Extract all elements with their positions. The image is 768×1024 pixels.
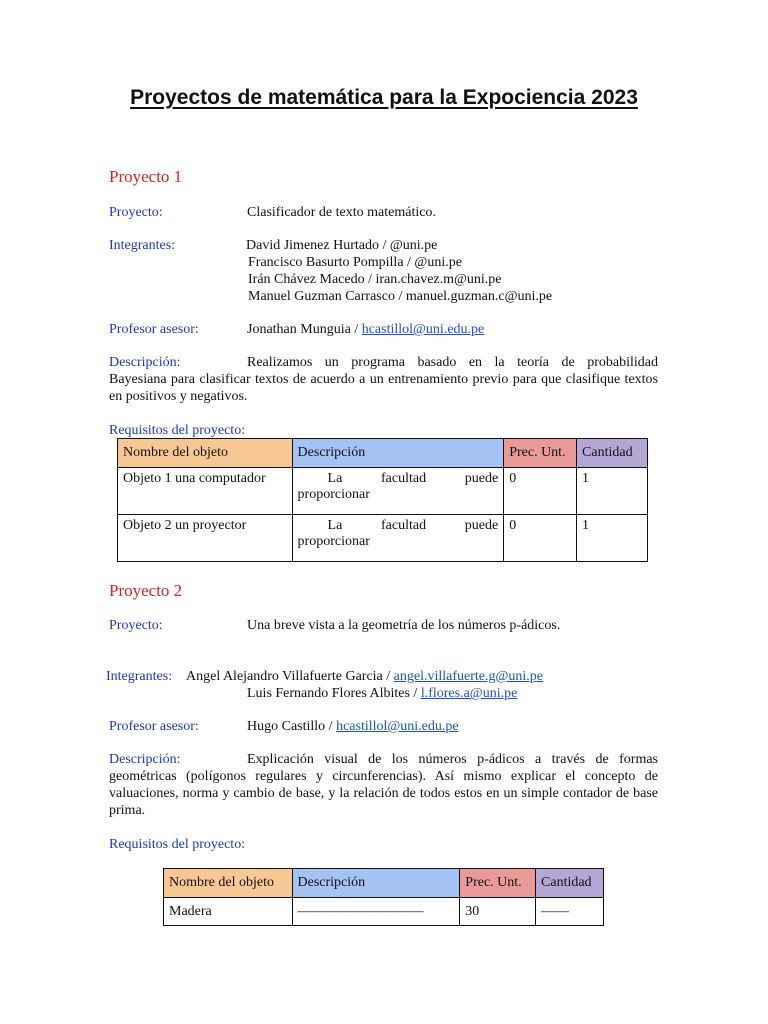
table-row [118,515,648,562]
header-object-name: Nombre del objeto [164,869,293,898]
project-1-member: Irán Chávez Macedo / iran.chavez.m@uni.pe [248,272,502,287]
header-object-name: Nombre del objeto [118,439,293,468]
project-2-name: Una breve vista a la geometría de los números p-ádicos. [247,618,561,633]
member-name: Angel Alejandro Villafuerte Garcia / [186,669,394,684]
cell-quantity: 1 [577,468,648,515]
cell-object-name: Objeto 1 una computador [118,468,293,515]
desc-rest: proporcionar [297,487,370,502]
header-description: Descripción [292,869,460,898]
table-header-row [164,869,604,898]
project-2-advisor [247,718,459,735]
cell-description: ————————— [292,898,460,926]
table-row [164,898,604,926]
header-unit-price: Prec. Unt. [504,439,577,468]
project-1-member: Manuel Guzman Carrasco / manuel.guzman.c@uni.pe [248,289,553,304]
project-2-name-label: Proyecto: [109,618,163,633]
desc-word: La [327,471,343,486]
cell-unit-price: 30 [460,898,536,926]
member-name: Luis Fernando Flores Albites / [247,686,421,701]
document-title: Proyectos de matemática para la Expociencia 2023 [130,86,638,109]
project-1-name-label: Proyecto: [109,205,163,220]
header-unit-price: Prec. Unt. [460,869,536,898]
member-email-link[interactable]: l.flores.a@uni.pe [420,686,518,701]
project-2-advisor-email-link[interactable]: hcastillol@uni.edu.pe [336,719,459,734]
project-1-advisor [247,321,484,338]
cell-unit-price: 0 [504,515,577,562]
project-2-advisor-label: Profesor asesor: [109,719,199,734]
project-2-members-label: Integrantes: [106,669,173,684]
cell-description [292,468,504,515]
project-1-member: Francisco Basurto Pompilla / @uni.pe [248,255,462,270]
project-2-heading: Proyecto 2 [109,581,183,600]
cell-object-name: Madera [164,898,293,926]
table-header-row [118,439,648,468]
cell-object-name: Objeto 2 un proyector [118,515,293,562]
project-1-advisor-email-link[interactable]: hcastillol@uni.edu.pe [361,322,485,337]
project-2-description-first-line: Explicación visual de los números p-ádicos a través de formas [247,752,658,767]
cell-unit-price: 0 [504,468,577,515]
project-1-description-label: Descripción: [109,355,181,370]
header-description: Descripción [292,439,504,468]
project-2-requirements-table [163,868,604,926]
project-1-member: David Jimenez Hurtado / @uni.pe [246,238,438,253]
desc-word: facultad [380,471,427,486]
member-email-link[interactable]: angel.villafuerte.g@uni.pe [393,669,543,684]
project-1-description-first-line: Realizamos un programa basado en la teoría de probabilidad [247,355,658,370]
project-1-description: Bayesiana para clasificar textos de acuerdo a un entrenamiento previo para que clasifique textos en positivos y negativos. [109,372,658,404]
header-quantity: Cantidad [577,439,648,468]
project-2-description: geométricas (polígonos regulares y circunferencias). Así mismo explicar el concepto de valuaciones, norma y cambio de base, y la relación de todos estos en un simple contador de base prima. [109,769,658,818]
project-2-advisor-name: Hugo Castillo / [247,719,337,734]
project-1-advisor-label: Profesor asesor: [109,322,199,337]
project-1-requirements-label: Requisitos del proyecto: [109,423,246,438]
table-row [118,468,648,515]
header-quantity: Cantidad [536,869,604,898]
cell-quantity: —— [536,898,604,926]
project-2-description-label: Descripción: [109,752,181,767]
desc-word: La [327,518,343,533]
desc-rest: proporcionar [297,534,370,549]
cell-description [292,515,504,562]
desc-word: facultad [380,518,427,533]
cell-quantity: 1 [577,515,648,562]
project-1-advisor-name: Jonathan Munguia / [247,322,362,337]
project-1-heading: Proyecto 1 [109,167,183,186]
desc-word: puede [464,518,499,533]
project-1-members-label: Integrantes: [109,238,176,253]
project-1-name: Clasificador de texto matemático. [247,205,436,220]
project-2-member [247,685,517,702]
desc-word: puede [464,471,499,486]
project-1-requirements-table [117,438,648,562]
project-2-requirements-label: Requisitos del proyecto: [109,837,246,852]
project-2-member [186,668,543,685]
